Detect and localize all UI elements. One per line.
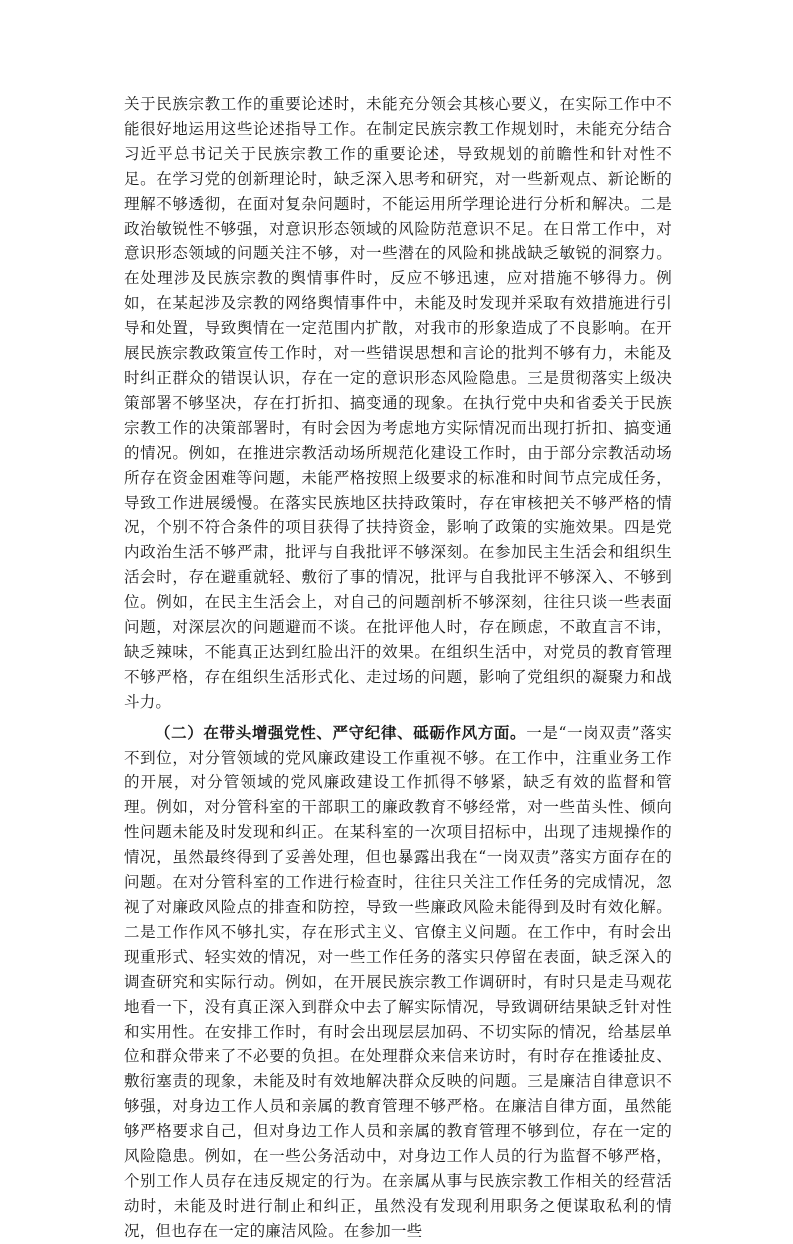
section-heading: （二）在带头增强党性、严守纪律、砥砺作风方面。 [155, 722, 527, 742]
section-paragraph [124, 721, 672, 1244]
body-paragraph: 关于民族宗教工作的重要论述时，未能充分领会其核心要义，在实际工作中不能很好地运用这些论述指导工作。在制定民族宗教工作规划时，未能充分结合习近平总书记关于民族宗教工作的重要论述，导致规划的前瞻性和针对性不足。在学习党的创新理论时，缺乏深入思考和研究，对一些新观点、新论断的理解不够透彻，在面对复杂问题时，不能运用所学理论进行分析和解决。二是政治敏锐性不够强，对意识形态领域的风险防范意识不足。在日常工作中，对意识形态领域的问题关注不够，对一些潜在的风险和挑战缺乏敏锐的洞察力。在处理涉及民族宗教的舆情事件时，反应不够迅速，应对措施不够得力。例如，在某起涉及宗教的网络舆情事件中，未能及时发现并采取有效措施进行引导和处置，导致舆情在一定范围内扩散，对我市的形象造成了不良影响。在开展民族宗教政策宣传工作时，对一些错误思想和言论的批判不够有力，未能及时纠正群众的错误认识，存在一定的意识形态风险隐患。三是贯彻落实上级决策部署不够坚决，存在打折扣、搞变通的现象。在执行党中央和省委关于民族宗教工作的决策部署时，有时会因为考虑地方实际情况而出现打折扣、搞变通的情况。例如，在推进宗教活动场所规范化建设工作时，由于部分宗教活动场所存在资金困难等问题，未能严格按照上级要求的标准和时间节点完成任务，导致工作进展缓慢。在落实民族地区扶持政策时，存在审核把关不够严格的情况，个别不符合条件的项目获得了扶持资金，影响了政策的实施效果。四是党内政治生活不够严肃，批评与自我批评不够深刻。在参加民主生活会和组织生活会时，存在避重就轻、敷衍了事的情况，批评与自我批评不够深入、不够到位。例如，在民主生活会上，对自己的问题剖析不够深刻，往往只谈一些表面问题，对深层次的问题避而不谈。在批评他人时，存在顾虑，不敢直言不讳，缺乏辣味，不能真正达到红脸出汗的效果。在组织生活中，对党员的教育管理不够严格，存在组织生活形式化、走过场的问题，影响了党组织的凝聚力和战斗力。 [124, 95, 672, 711]
section-body-text: 一是“一岗双责”落实不到位，对分管领域的党风廉政建设工作重视不够。在工作中，注重业务工作的开展，对分管领域的党风廉政建设工作抓得不够紧，缺乏有效的监督和管理。例如，对分管科室的干部职工的廉政教育不够经常，对一些苗头性、倾向性问题未能及时发现和纠正。在某科室的一次项目招标中，出现了违规操作的情况，虽然最终得到了妥善处理，但也暴露出我在“一岗双责”落实方面存在的问题。在对分管科室的工作进行检查时，往往只关注工作任务的完成情况，忽视了对廉政风险点的排查和防控，导致一些廉政风险未能得到及时有效化解。二是工作作风不够扎实，存在形式主义、官僚主义问题。在工作中，有时会出现重形式、轻实效的情况，对一些工作任务的落实只停留在表面，缺乏深入的调查研究和实际行动。例如，在开展民族宗教工作调研时，有时只是走马观花地看一下，没有真正深入到群众中去了解实际情况，导致调研结果缺乏针对性和实用性。在安排工作时，有时会出现层层加码、不切实际的情况，给基层单位和群众带来了不必要的负担。在处理群众来信来访时，有时存在推诿扯皮、敷衍塞责的现象，未能及时有效地解决群众反映的问题。三是廉洁自律意识不够强，对身边工作人员和亲属的教育管理不够严格。在廉洁自律方面，虽然能够严格要求自己，但对身边工作人员和亲属的教育管理不够到位，存在一定的风险隐患。例如，在一些公务活动中，对身边工作人员的行为监督不够严格，个别工作人员存在违反规定的行为。在亲属从事与民族宗教工作相关的经营活动时，未能及时进行制止和纠正，虽然没有发现利用职务之便谋取私利的情况，但也存在一定的廉洁风险。在参加一些 [124, 723, 672, 1240]
document-page [124, 92, 672, 1244]
